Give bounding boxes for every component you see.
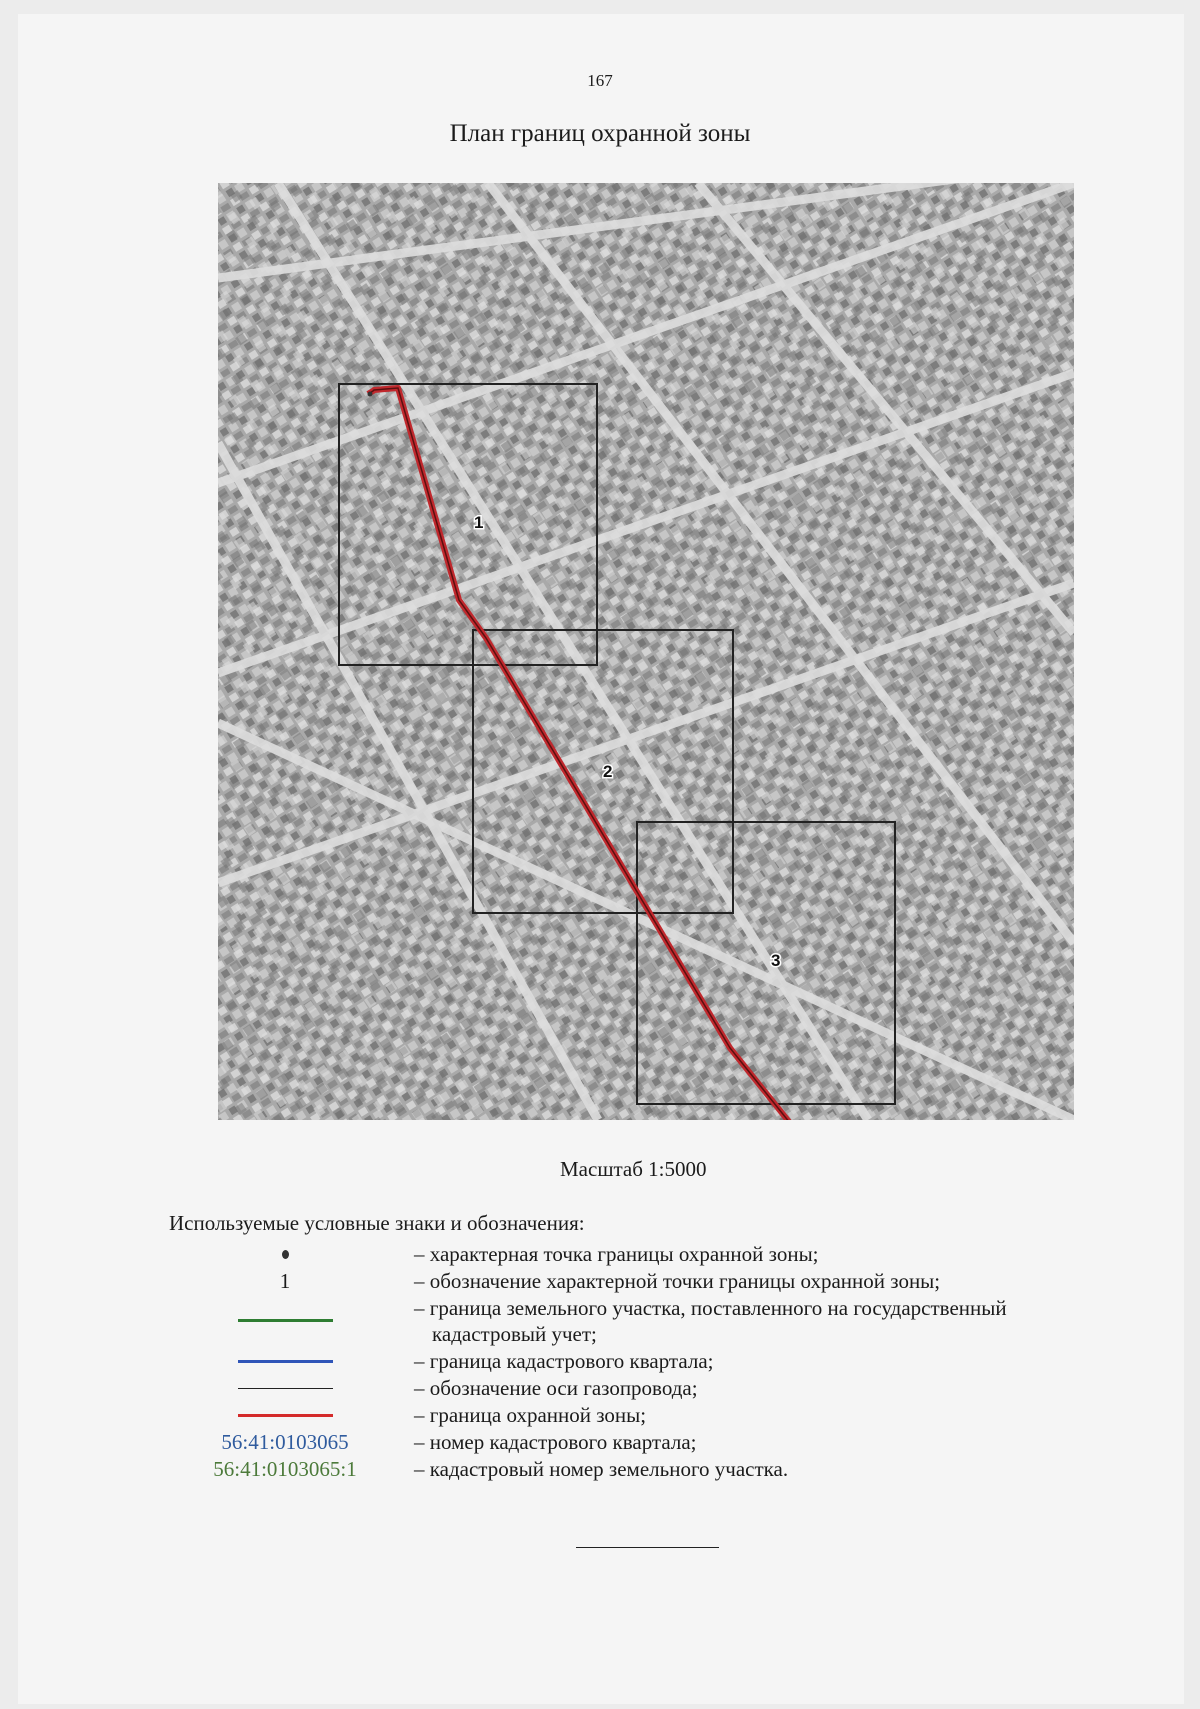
pipeline-axis-line-icon bbox=[238, 1388, 333, 1389]
characteristic-point-icon bbox=[282, 1250, 289, 1259]
legend-text: – номер кадастрового квартала; bbox=[414, 1430, 697, 1454]
sheet-label-1: 1 bbox=[474, 513, 484, 532]
legend-row bbox=[120, 1402, 1120, 1429]
legend-row bbox=[120, 1295, 1120, 1347]
sheet-label-3: 3 bbox=[771, 951, 781, 970]
legend-text: – кадастровый номер земельного участка. bbox=[414, 1457, 789, 1481]
legend-symbol bbox=[120, 1402, 450, 1429]
legend-text: – граница земельного участка, поставленного на государственный bbox=[414, 1296, 1007, 1320]
legend-row bbox=[120, 1268, 1120, 1295]
legend-symbol bbox=[120, 1241, 450, 1268]
legend-row bbox=[120, 1348, 1120, 1375]
sheet-label-2: 2 bbox=[603, 762, 613, 781]
aerial-map bbox=[218, 183, 1074, 1120]
legend-text: – обозначение оси газопровода; bbox=[414, 1376, 698, 1400]
legend-row bbox=[120, 1375, 1120, 1402]
protection-zone-line-icon bbox=[238, 1414, 333, 1417]
end-divider bbox=[576, 1547, 719, 1548]
legend-text: – характерная точка границы охранной зоны; bbox=[414, 1242, 819, 1266]
legend-heading: Используемые условные знаки и обозначения: bbox=[169, 1211, 585, 1235]
legend-symbol: 1 bbox=[279, 1269, 291, 1293]
legend-symbol: 56:41:0103065 bbox=[221, 1430, 349, 1454]
map-scale: Масштаб 1:5000 bbox=[560, 1157, 707, 1181]
cadastral-quarter-line-icon bbox=[238, 1360, 333, 1363]
legend-symbol bbox=[120, 1348, 450, 1375]
photo-texture bbox=[218, 183, 1074, 1120]
legend-symbol bbox=[120, 1307, 450, 1334]
characteristic-point bbox=[368, 392, 373, 397]
legend-row bbox=[120, 1429, 1120, 1456]
legend-text: – граница охранной зоны; bbox=[414, 1403, 647, 1427]
legend-symbol bbox=[120, 1375, 450, 1402]
legend-symbol: 56:41:0103065:1 bbox=[213, 1457, 357, 1481]
legend-text: – граница кадастрового квартала; bbox=[414, 1349, 714, 1373]
parcel-boundary-line-icon bbox=[238, 1319, 333, 1322]
legend-row bbox=[120, 1456, 1120, 1483]
page-title: План границ охранной зоны bbox=[449, 120, 751, 147]
legend-text: – обозначение характерной точки границы охранной зоны; bbox=[414, 1269, 941, 1293]
page-number: 167 bbox=[587, 71, 613, 90]
legend-text-continued: кадастровый учет; bbox=[432, 1322, 597, 1346]
legend-row bbox=[120, 1241, 1120, 1268]
